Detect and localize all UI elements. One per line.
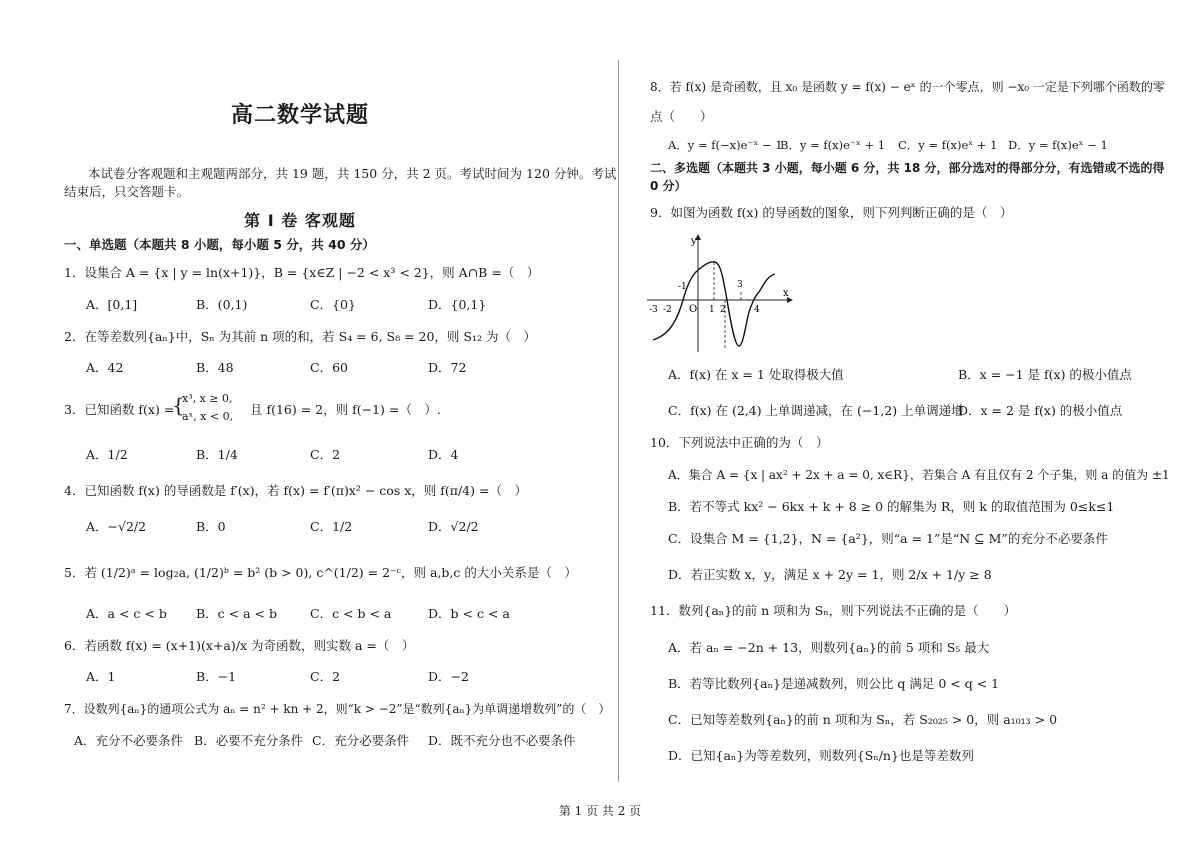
q3-brace: { (172, 393, 185, 417)
q5-option-b: B．c < a < b (196, 606, 277, 621)
q9-tick-label: 4 (754, 305, 760, 315)
q7-option-b: B．必要不充分条件 (194, 733, 304, 748)
q2-option-c: C．60 (310, 360, 348, 375)
q3-piece-2: aˣ, x < 0, (182, 410, 234, 423)
q7-option-d: D．既不充分也不必要条件 (428, 733, 576, 748)
q10-stem: 10．下列说法中正确的为（ ） (650, 435, 829, 450)
q6-option-c: C．2 (310, 669, 341, 684)
q9-x-label: x (783, 288, 789, 299)
intro-line-1: 本试卷分客观题和主观题两部分，共 19 题，共 150 分，共 2 页。考试时间为 120 分钟。考试 (88, 166, 617, 181)
q4-option-d: D．√2/2 (428, 519, 479, 534)
q9-tick-label: -3 (649, 305, 658, 315)
q9-option-b: B．x = −1 是 f(x) 的极小值点 (958, 367, 1132, 382)
q9-derivative-graph (645, 228, 795, 356)
q8-option-c: C．y = f(x)eˣ + 1 (898, 138, 998, 152)
q3-stem-end: 且 f(16) = 2，则 f(−1) =（ ）. (250, 402, 441, 417)
intro-line-2: 结束后，只交答题卡。 (64, 184, 190, 199)
q9-stem: 9．如图为函数 f(x) 的导函数的图象，则下列判断正确的是（ ） (650, 205, 1013, 220)
q6-option-d: D．−2 (428, 669, 469, 684)
q10-option-d: D．若正实数 x，y，满足 x + 2y = 1，则 2/x + 1/y ≥ 8 (668, 567, 992, 582)
q6-option-a: A．1 (86, 669, 116, 684)
q3-option-c: C．2 (310, 447, 341, 462)
q7-option-a: A．充分不必要条件 (74, 733, 184, 748)
q3-option-b: B．1/4 (196, 447, 238, 462)
q1-option-c: C．{0} (310, 297, 356, 312)
q8-option-d: D．y = f(x)eˣ − 1 (1008, 138, 1108, 152)
q10-option-b: B．若不等式 kx² − 6kx + k + 8 ≥ 0 的解集为 R，则 k 的取值范围为 0≤k≤1 (668, 499, 1115, 514)
q8-option-b: B．y = f(x)e⁻ˣ + 1 (780, 138, 886, 152)
q4-option-b: B．0 (196, 519, 226, 534)
page-title: 高二数学试题 (230, 103, 369, 128)
q7-option-c: C．充分必要条件 (312, 733, 410, 748)
q9-y-label: y (691, 236, 697, 247)
q8-stem-line-1: 8．若 f(x) 是奇函数，且 x₀ 是函数 y = f(x) − eˣ 的一个零点，则 −x₀ 一定是下列哪个函数的零 (650, 80, 1165, 94)
section-heading: 第 I 卷 客观题 (244, 211, 356, 230)
q4-option-a: A．−√2/2 (86, 519, 147, 534)
q5-option-a: A．a < c < b (86, 606, 167, 621)
q11-option-d: D．已知{aₙ}为等差数列，则数列{Sₙ/n}也是等差数列 (668, 748, 974, 763)
q1-option-b: B．(0,1) (196, 297, 248, 312)
q8-stem-line-2: 点（ ） (650, 109, 713, 124)
q5-option-c: C．c < b < a (310, 606, 392, 621)
q11-option-b: B．若等比数列{aₙ}是递减数列，则公比 q 满足 0 < q < 1 (668, 676, 1000, 691)
q6-stem: 6．若函数 f(x) = (x+1)(x+a)/x 为奇函数，则实数 a =（ ） (64, 638, 415, 653)
q9-tick-label: 1 (709, 305, 715, 315)
q11-option-c: C．已知等差数列{aₙ}的前 n 项和为 Sₙ，若 S₂₀₂₅ > 0，则 a₁₀₁₃ > 0 (668, 712, 1058, 727)
q9-option-c: C．f(x) 在 (2,4) 上单调递减，在 (−1,2) 上单调递增 (668, 403, 964, 418)
q9-tick-label: -1 (678, 282, 687, 292)
q9-tick-label: -2 (663, 305, 672, 315)
q1-stem: 1．设集合 A = {x | y = ln(x+1)}，B = {x∈Z | −2 < x³ < 2}，则 A∩B =（ ） (64, 265, 540, 280)
q2-option-d: D．72 (428, 360, 467, 375)
q9-tick-label: 2 (720, 305, 726, 315)
q4-option-c: C．1/2 (310, 519, 353, 534)
part1-heading: 一、单选题（本题共 8 小题，每小题 5 分，共 40 分） (64, 237, 375, 252)
q5-option-d: D．b < c < a (428, 606, 510, 621)
q3-piece-1: x³, x ≥ 0, (182, 392, 233, 405)
q1-option-d: D．{0,1} (428, 297, 487, 312)
q11-stem: 11．数列{aₙ}的前 n 项和为 Sₙ，则下列说法不正确的是（ ） (650, 603, 1017, 618)
q10-option-a: A．集合 A = {x | ax² + 2x + a = 0, x∈R}，若集合 A 有且仅有 2 个子集，则 a 的值为 ±1 (668, 468, 1170, 482)
q2-option-a: A．42 (86, 360, 124, 375)
q9-option-d: D．x = 2 是 f(x) 的极小值点 (958, 403, 1123, 418)
q9-origin-label: O (689, 304, 698, 315)
part2-heading-line-2: 0 分） (650, 179, 687, 193)
q3-stem-start: 3．已知函数 f(x) = (64, 402, 175, 417)
page-footer: 第 1 页 共 2 页 (558, 804, 642, 818)
q6-option-b: B．−1 (196, 669, 237, 684)
q4-stem: 4．已知函数 f(x) 的导函数是 f′(x)，若 f(x) = f′(π)x² − cos x，则 f(π/4) =（ ） (64, 483, 527, 498)
q5-stem: 5．若 (1/2)ᵃ = log₂a, (1/2)ᵇ = b² (b > 0), c^(1/2) = 2⁻ᶜ，则 a,b,c 的大小关系是（ ） (64, 565, 577, 580)
part2-heading-line-1: 二、多选题（本题共 3 小题，每小题 6 分，共 18 分，部分选对的得部分分，有选错或不选的得 (650, 161, 1165, 175)
q2-option-b: B．48 (196, 360, 234, 375)
q10-option-c: C．设集合 M = {1,2}，N = {a²}，则“a = 1”是“N ⊆ M”的充分不必要条件 (668, 531, 1108, 546)
q2-stem: 2．在等差数列{aₙ}中，Sₙ 为其前 n 项的和，若 S₄ = 6, S₈ = 20，则 S₁₂ 为（ ） (64, 329, 536, 344)
q3-option-a: A．1/2 (86, 447, 128, 462)
q9-tick-label: 3 (737, 280, 743, 290)
q9-option-a: A．f(x) 在 x = 1 处取得极大值 (668, 367, 844, 382)
q11-option-a: A．若 aₙ = −2n + 13，则数列{aₙ}的前 5 项和 S₅ 最大 (668, 640, 990, 655)
q3-option-d: D．4 (428, 447, 459, 462)
q8-option-a: A．y = f(−x)e⁻ˣ − 1 (668, 138, 783, 152)
q1-option-a: A．[0,1] (86, 297, 138, 312)
column-divider (618, 60, 619, 782)
q7-stem: 7．设数列{aₙ}的通项公式为 aₙ = n² + kn + 2，则“k > −2”是“数列{aₙ}为单调递增数列”的（ ） (64, 702, 611, 716)
